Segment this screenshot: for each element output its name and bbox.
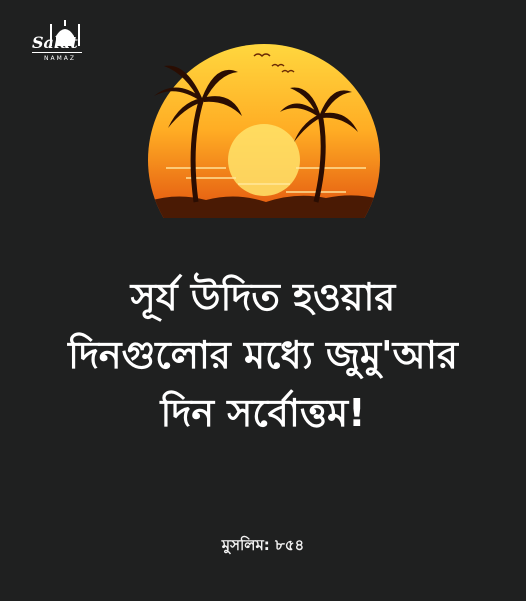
quote-line-3: দিন সর্বোত্তম!: [160, 391, 366, 435]
logo-tagline-text: NAMAZ: [44, 55, 76, 62]
quote-line-2: দিনগুলোর মধ্যে জুমু'আর: [68, 333, 458, 377]
salat-namaz-logo: [12, 14, 86, 62]
quote-line-1: সূর্য উদিত হওয়ার: [130, 275, 396, 319]
sunset-palm-illustration: [146, 42, 382, 218]
logo-brand-text: Salat: [32, 33, 78, 52]
hadith-source: মুসলিম: ৮৫৪: [221, 536, 305, 554]
crescent-icon: [12, 20, 26, 54]
sun: [228, 124, 300, 196]
quote-text: [0, 268, 526, 442]
